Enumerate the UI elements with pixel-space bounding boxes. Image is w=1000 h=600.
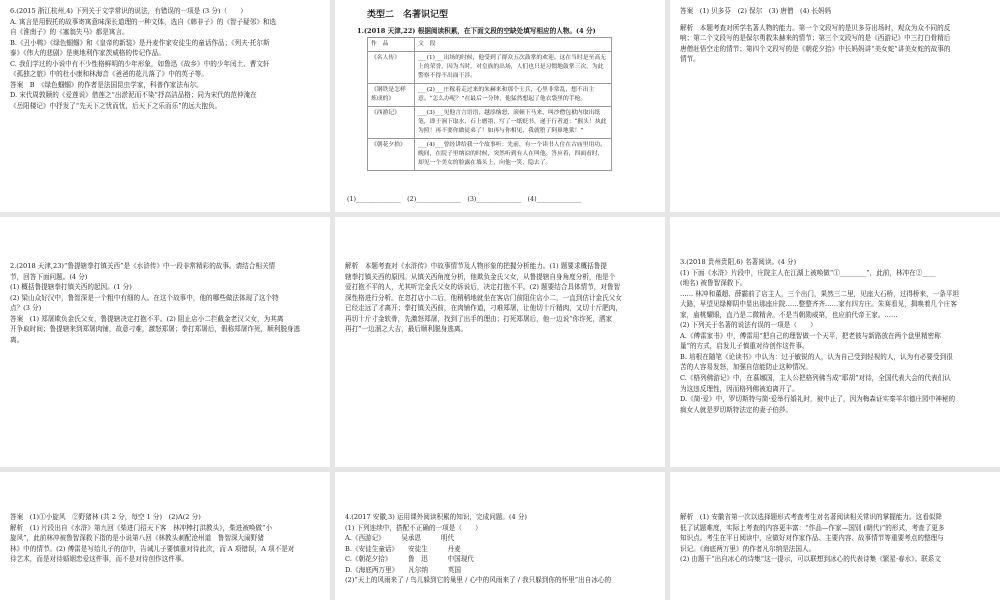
page-tile-6: [670, 217, 1000, 467]
text-line: 《岳阳楼记》中抒发了“先天下之忧而忧，后天下之乐而乐”的远大抱负。: [10, 101, 222, 110]
text-line: 点？(3 分): [10, 304, 42, 313]
table-cell: 《钢铁是怎样炼成的》: [368, 83, 415, 106]
text-line: 低了试题难度，实际上考查的内容更丰富：“作品—作家—国别 (朝代)”的形式，考查了更多: [680, 523, 945, 532]
section-heading: 类型二 名著识记型: [367, 10, 449, 20]
text-line: (2) 下列关于名著的说法有误的一项是（ ）: [680, 321, 817, 330]
text-line: (地名) 被鲁智深救下。: [680, 279, 747, 288]
text-line: 林》中的情节。(2) 傅雷是写给儿子的信中，告诫儿子要慎重对待此次，而 A 项错误，A 项不是对: [10, 544, 295, 553]
text-line: (1) 下列连续中，搭配不正确的一项是（ ）: [345, 523, 482, 532]
text-line: 3.(2018 贵州贵阳,6) 名著阅读。(4 分): [680, 258, 797, 266]
text-line: 已经走远了才离开；拳打镇关西前，在肉铺作道，刁难郑屠，让他切十斤精肉，又切十斤肥肉，: [345, 304, 622, 313]
text-line: 离。: [10, 335, 24, 344]
text-line: (1) 概括鲁提辖拳打镇关西的起因。(1 分): [10, 283, 132, 292]
text-line: 大路，早望见绿柳阴中显出那座庄院……整整齐齐……家有四方庄。朱赛看见，揖唤着几个庄客: [680, 300, 957, 309]
text-line: 解析 (1) 安徽省第一次以选择题形式考查考生对名著阅读相关常识的掌握能力。这看似降: [680, 513, 942, 521]
text-line: 量”的方式，启发儿子慎重对待创作这件事。: [680, 342, 809, 351]
text-line: 泰》《伟大的悲剧》是奥地利作家茨威格的传记作品。: [10, 49, 165, 58]
text-line: (2)“天上的风雨来了 / 鸟儿躲到它的巢里 / 心中的风雨来了 / 我只躲到你的怀里”出自冰心的: [345, 576, 612, 585]
text-line: 识记。《海底两万里》的作者凡尔纳是法国人。: [680, 544, 816, 553]
text-line: (2) 由题干“出自冰心的诗集”这一提示，可以联想到冰心的代表诗集《繁星·春水》。联系文: [680, 555, 941, 564]
table-cell: ___(2)___庄稼着走过来的朱赫来和那个士兵，心里非常乱，想不出主意。“怎么办呢？”在最后一分钟，他猛然想起了他衣袋里的手枪。: [415, 83, 612, 106]
works-table: [367, 37, 612, 171]
text-line: 疯女人就是罗切斯特法定的妻子伯莎。: [680, 405, 793, 414]
table-cell: 《名人传》: [368, 51, 415, 83]
table-header: 文 段: [415, 37, 612, 51]
page-tile-3: [670, 0, 1000, 212]
table-row: [368, 138, 612, 170]
text-line: B. 培根在随笔《论读书》中认为：过于敏锐的人，认为自己受到轻视的人，认为有必要受到很: [680, 352, 953, 361]
text-line: D. 宋代周敦颐的《爱莲说》借莲之“出淤泥而不染”抒高洁品格；同为宋代的范仲淹在: [10, 91, 257, 100]
page-tile-7: [0, 472, 330, 600]
text-line: 知识点。考生在平日阅读中，应做好对作家作品、主要内容、故事情节等重要考点的整理与: [680, 534, 944, 543]
text-line: A.《傅雷家书》中，傅雷用“把自己的理智做一个天平，把老彼与新路放在两个盘里精密称: [680, 331, 941, 340]
table-row: [368, 106, 612, 138]
page-tile-4: [0, 217, 330, 467]
text-line: (1) 下面《水浒》片段中，庄院主人在江湖上被唤做“①________”，此前，林冲在②____: [680, 268, 936, 277]
text-line: C.《格列佛游记》中，在慕娜国，主人公把格列佛当成“耶胡”对待，全国代表大会的代表们认: [680, 374, 951, 383]
table-header: 作 品: [368, 37, 415, 51]
text-line: D.《简·爱》中，罗切斯特与简·爱举行婚礼时，被中止了，因为梅森证实秦羊尔德庄园中神秘的: [680, 395, 956, 404]
text-line: 辖拳打镇关西的原因。从镇关西角度分析，他欺负金氏父女，从鲁提辖自身角度分析，他是个: [345, 272, 616, 281]
table-cell: 《朝花夕拾》: [368, 138, 415, 170]
text-line: 苦的人容易发怒，加强自信能防止这种情况。: [680, 363, 812, 372]
text-line: 情节。: [680, 55, 700, 64]
text-line: 答案 (1) 贝多芬 (2) 保尔 (3) 唐僧 (4) 长妈妈: [680, 7, 832, 15]
text-line: (2) 梁山众好汉中，鲁智深是一个粗中有细的人。在这个故事中，他的哪些做法体现了这个特: [10, 293, 279, 302]
text-line: 待艺术，而是对待婚姻恋爱这件事，而不是对待创作这件事。: [10, 555, 189, 564]
answer-blanks: (1)______________ (2)______________ (3)______________ (4)______________: [347, 194, 582, 203]
text-line: 答案 (1) 郑屠欺负金氏父女，鲁提辖决定打抱不平。(2) 阻止店小二拦截金老汉父女，为其离: [10, 314, 284, 323]
table-cell: ___(4)___曾经讲给我一个故事听：先前，有一个读书人住在古庙里用功。晚间，在院子里纳凉的时候，突然听到有人在叫他。答应着，四面看时，却见一个美女的脸露在墙头上，向他一笑，隐去了。: [415, 138, 612, 170]
text-line: 4.(2017 安徽,3) 运用课外阅读积累的知识，完成问题。(4 分): [345, 513, 528, 521]
text-line: 唐僧赶悟空走的情节；第四个文段写的是《朝花夕拾》中长妈妈讲“美女蛇”讲美女蛇的故事的: [680, 44, 951, 53]
text-line: D.《海底两万里》 凡尔纳 英国: [345, 565, 461, 574]
text-line: 开争取时间；鲁提辖来到郑屠肉铺，故意刁难，激怒郑屠；拳打郑屠后，假称郑屠诈死，顺利脱身逃: [10, 325, 301, 334]
text-line: 家，庙桃耀眼，直乃是二微精舍。不是当朝勋威第，也应前代帝王家。……: [680, 310, 898, 319]
table-cell: ___(1)___出场的时候，他受到了群众五次鼓掌的欢迎。这在当时是至高无上的荣誉，因为当时，对皇族的出场，人们也只是习惯地鼓掌三次，为此警察不得不出面干涉。: [415, 51, 612, 83]
text-line: 解析 (1) 片段出自《水浒》第九回《柴进门招天下客 林冲棒打洪教头》，柴进被唤做“小: [10, 523, 273, 532]
text-line: 旋风”，此前林冲被鲁智深救下指的是小说第八回《林教头刺配沧州道 鲁智深大闹野猪: [10, 534, 264, 543]
page-tile-8: [335, 472, 665, 600]
text-line: …… 林冲和董超、薛霸前了店主人，三个出门，果然三二里，见座大石桥，过得桥来，一条平坦: [680, 289, 960, 298]
text-line: 为这违反理性，因而格列佛被迫离开了。: [680, 384, 799, 393]
text-line: A.《西游记》 吴承恩 明代: [345, 534, 455, 543]
text-line: 再切十斤寸金软骨，先激怒郑屠，找到了出手的理由；打死郑屠后，他一边说“你诈死，洒家: [345, 314, 613, 323]
text-line: 6.(2015 浙江杭州,4) 下列关于文学常识的说法，有错误的一项是 (3 分)（ ）: [10, 7, 247, 15]
text-line: 解析 本题考查对所学名著人物的能力。第一个文段写的是贝多芬出场时，观众为众不同的反: [680, 23, 951, 32]
text-line: 《孤独之旅》中的杜小康和林海音《爸爸的花儿落了》中的英子等。: [10, 70, 208, 79]
text-line: 深性格进行分析。在忽打店小二后，他稍稍地就坐在客店门前阻住店小二，一直到估计金氏父女: [345, 293, 622, 302]
text-line: A. 寓言是用假托的故事寄寓意味深长道理的一种文体，选自《韩非子》的《智子疑邻》和选: [10, 17, 277, 26]
text-line: 解析 本题考查对《水浒传》中故事情节及人物形象的把握分析能力。(1) 题要求概括鲁提: [345, 262, 607, 270]
table-row: [368, 51, 612, 83]
text-line: B.《丑小鸭》《绿色蝈蝈》和《皇帝的新装》是丹麦作家安徒生的童话作品；《列夫·托尔斯: [10, 38, 270, 47]
text-line: C.《朝花夕拾》 鲁 迅 中国现代: [345, 555, 474, 564]
table-cell: ___(3)___见他言言语语，越添恼怒，滚顿下马来，叫沙僧包袱内取出纸笔，即于涧下取水，石上磨墨，写了一纸贬书，递于行者道：“猴头！执此为照！再不要你做徒弟了！如再与你相见，我就堕了阿鼻地狱！”: [415, 106, 612, 138]
text-line: 爱打抱不平的人，尤其听完金氏父女的诉说后，决定打抱不平。(2) 题要结合具体情节，对鲁智: [345, 283, 621, 292]
page-tile-5: [335, 217, 665, 467]
text-line: 2.(2018 天津,23)“鲁提辖拳打镇关西”是《水浒传》中一段非常精彩的故事。请结合相关情: [10, 262, 276, 270]
question-stem: 1.(2018 天津,22) 根据阅读积累，在下面文段的空缺处填写相应的人物。(4 分): [357, 27, 596, 36]
text-line: 再打”一边溜之大吉，最后顺利脱身逃离。: [345, 325, 468, 334]
table-cell: 《西游记》: [368, 106, 415, 138]
text-line: 答案 (1)①小旋风 ②野猪林 (共 2 分，每空 1 分) (2)A(2 分): [10, 513, 201, 521]
text-line: C. 我们学过的小说中有不少性格鲜明的少年形象，如鲁迅《故乡》中的少年闰土、曹文轩: [10, 59, 270, 68]
page-tile-2: [335, 0, 665, 212]
text-line: B.《安徒生童话》 安徒生 丹麦: [345, 544, 461, 553]
text-line: 响；第二个文段写的是保尔勇救朱赫来的情节；第三个文段写的是《西游记》中三打白骨精后: [680, 34, 951, 43]
page-tile-9: [670, 472, 1000, 600]
text-line: 自《淮南子》的《塞翁失马》都是寓言。: [10, 28, 129, 37]
table-row: [368, 83, 612, 106]
page-tile-1: [0, 0, 330, 212]
text-line: 节，回答下面问题。(4 分): [10, 272, 88, 281]
text-line: 答案 B 《绿色蝈蝈》的作者是法国昆虫学家，科普作家法布尔。: [10, 80, 203, 89]
